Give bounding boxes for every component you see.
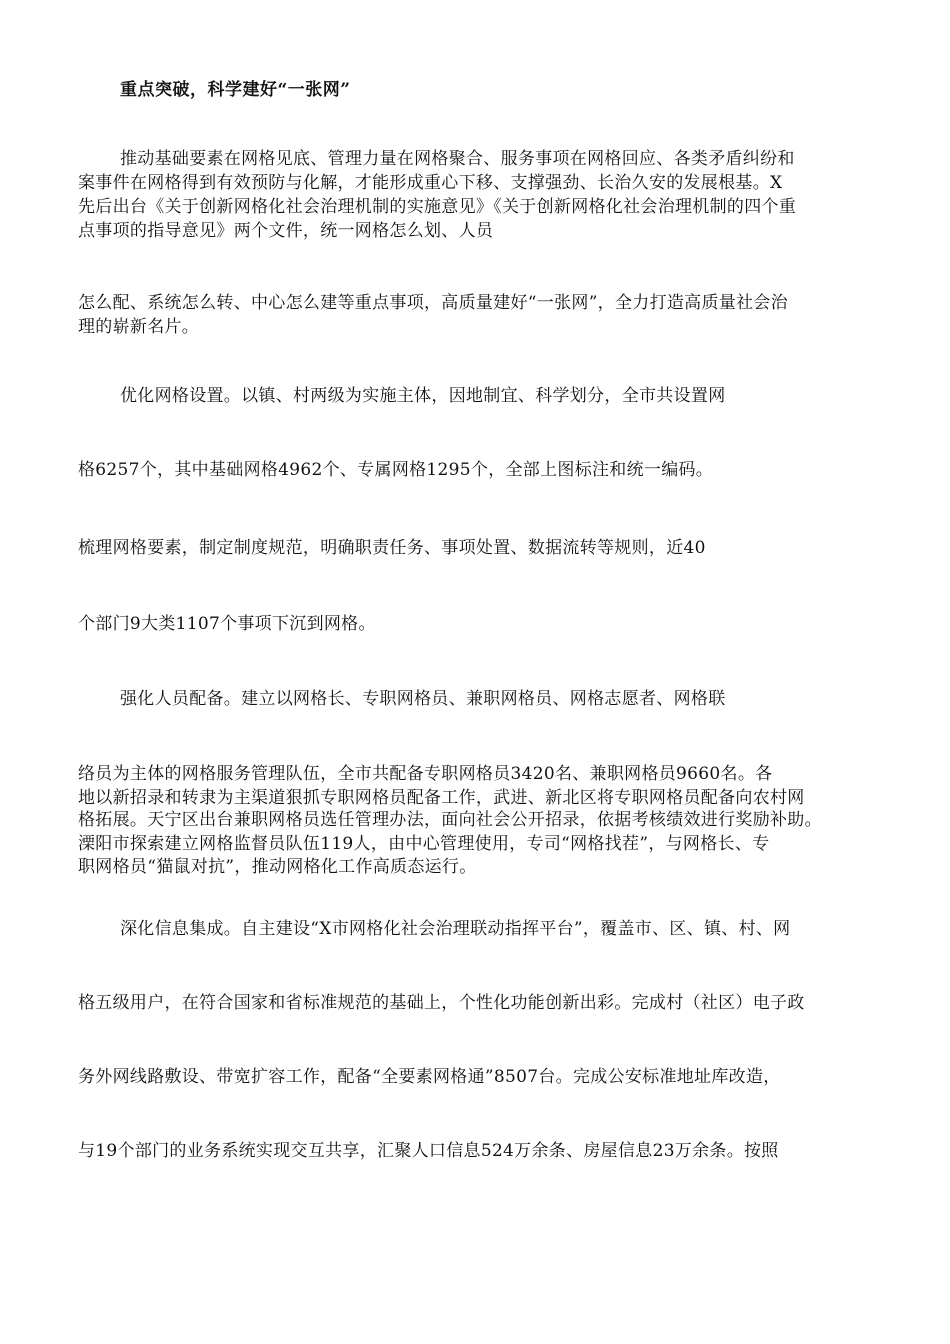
paragraph-line: 务外网线路敷设、带宽扩容工作，配备“全要素网格通”8507台。完成公安标准地址库改造， (78, 1067, 781, 1087)
paragraph-line: 职网格员“猫鼠对抗”，推动网格化工作高质态运行。 (78, 857, 477, 877)
paragraph-line: 推动基础要素在网格见底、管理力量在网格聚合、服务事项在网格回应、各类矛盾纠纷和 (120, 149, 795, 169)
paragraph-line: 理的崭新名片。 (78, 317, 200, 337)
paragraph-line: 怎么配、系统怎么转、中心怎么建等重点事项，高质量建好“一张网”，全力打造高质量社会治 (78, 293, 788, 313)
section-heading: 重点突破，科学建好“一张网” (120, 80, 351, 100)
paragraph-line: 案事件在网格得到有效预防与化解，才能形成重心下移、支撑强劲、长治久安的发展根基。X (78, 173, 783, 193)
paragraph-line: 与19个部门的业务系统实现交互共享，汇聚人口信息524万余条、房屋信息23万余条。按照 (78, 1141, 779, 1161)
paragraph-line: 强化人员配备。建立以网格长、专职网格员、兼职网格员、网格志愿者、网格联 (120, 689, 726, 709)
paragraph-line: 络员为主体的网格服务管理队伍，全市共配备专职网格员3420名、兼职网格员9660名。各 (78, 764, 773, 784)
paragraph-line: 地以新招录和转隶为主渠道狠抓专职网格员配备工作，武进、新北区将专职网格员配备向农村网 (78, 788, 805, 808)
paragraph-line: 格6257个，其中基础网格4962个、专属网格1295个，全部上图标注和统一编码。 (78, 460, 714, 480)
paragraph-line: 深化信息集成。自主建设“X市网格化社会治理联动指挥平台”，覆盖市、区、镇、村、网 (120, 919, 791, 939)
paragraph-line: 格拓展。天宁区出台兼职网格员选任管理办法，面向社会公开招录，依据考核绩效进行奖励补助。 (78, 810, 822, 830)
paragraph-line: 梳理网格要素，制定制度规范，明确职责任务、事项处置、数据流转等规则，近40 (78, 538, 706, 558)
paragraph-line: 先后出台《关于创新网格化社会治理机制的实施意见》《关于创新网格化社会治理机制的四个重 (78, 197, 797, 217)
paragraph-line: 个部门9大类1107个事项下沉到网格。 (78, 614, 376, 634)
paragraph-line: 点事项的指导意见》两个文件，统一网格怎么划、人员 (78, 221, 494, 241)
paragraph-line: 溧阳市探索建立网格监督员队伍119人，由中心管理使用，专司“网格找茬”，与网格长、专 (78, 834, 770, 854)
paragraph-line: 优化网格设置。以镇、村两级为实施主体，因地制宜、科学划分，全市共设置网 (120, 386, 726, 406)
paragraph-line: 格五级用户，在符合国家和省标准规范的基础上，个性化功能创新出彩。完成村（社区）电子政 (78, 993, 805, 1013)
